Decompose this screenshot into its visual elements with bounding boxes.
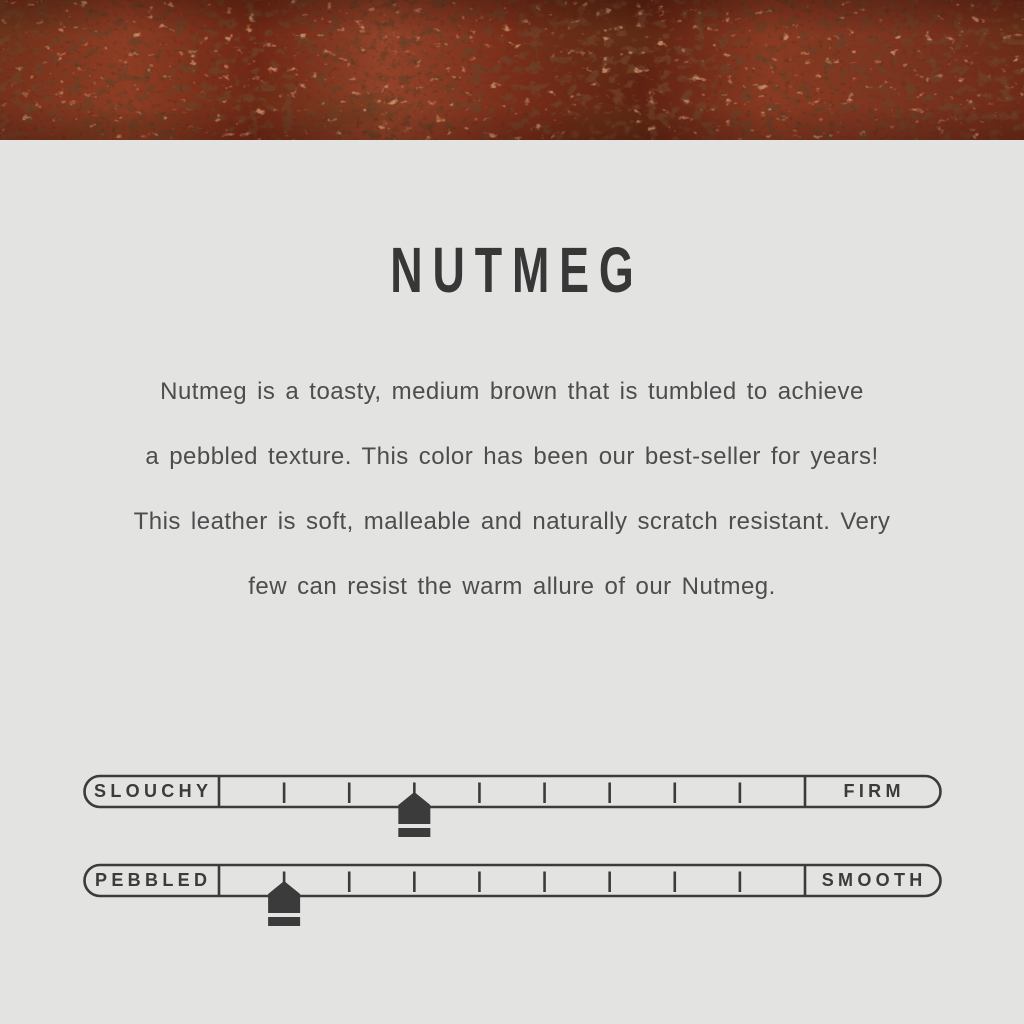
texture-scale (83, 862, 942, 938)
color-description (0, 359, 1024, 619)
color-name-title: NUTMEG (390, 234, 644, 306)
description-line-4: few can resist the warm allure of our Nutmeg. (248, 573, 776, 600)
leather-texture-graphic (0, 0, 1024, 140)
firmness-scale-right-label: FIRM (843, 781, 905, 801)
leather-texture-photo (0, 0, 1024, 140)
firmness-scale-left-label: SLOUCHY (94, 781, 213, 801)
texture-scale-left-label: PEBBLED (95, 870, 212, 890)
texture-scale-right-label: SMOOTH (821, 870, 927, 890)
description-line-3: This leather is soft, malleable and naturally scratch resistant. Very (133, 508, 891, 535)
firmness-scale (83, 773, 942, 849)
description-line-1: Nutmeg is a toasty, medium brown that is tumbled to achieve (160, 378, 864, 405)
description-line-2: a pebbled texture. This color has been our best-seller for years! (145, 443, 879, 470)
